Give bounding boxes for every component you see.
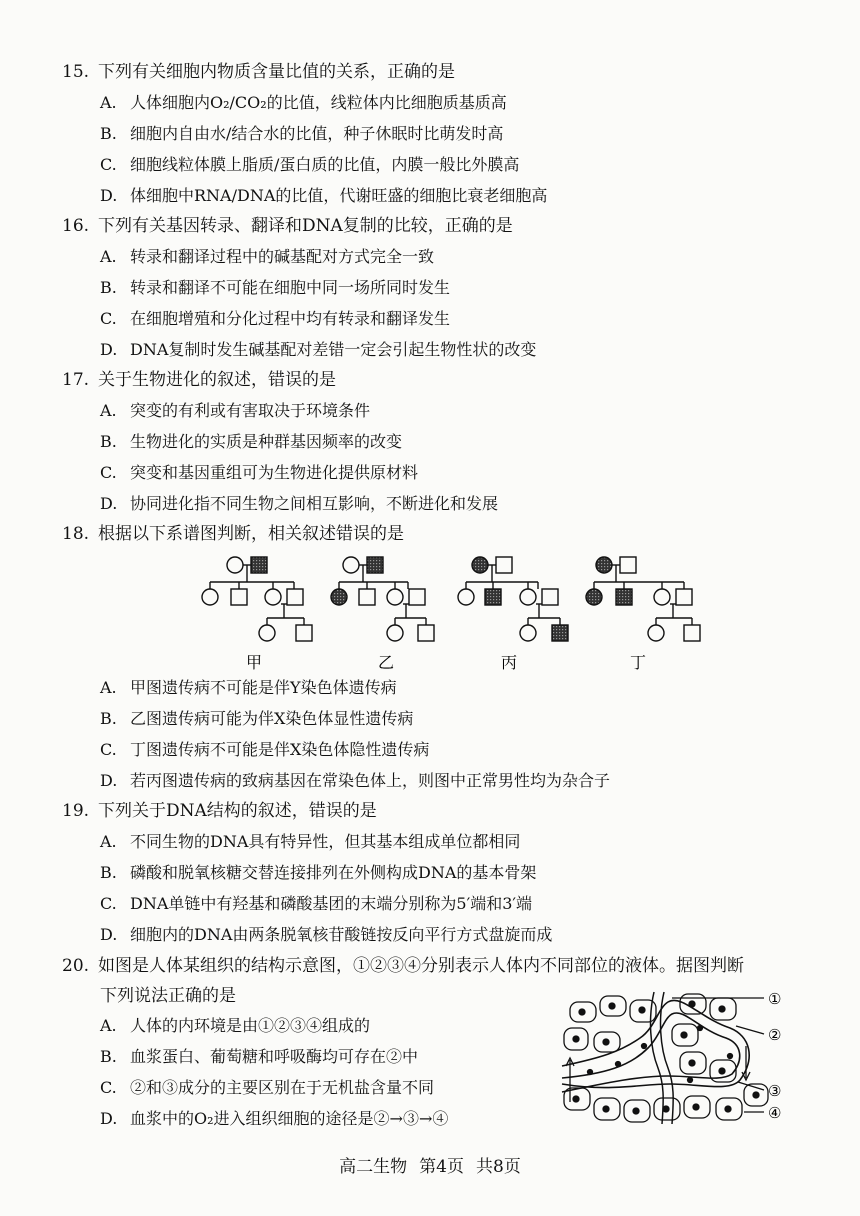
- option-16d[interactable]: D. DNA复制时发生碱基配对差错一定会引起生物性状的改变: [100, 340, 537, 359]
- pedigree-yi: [331, 557, 434, 641]
- question-stem: 根据以下系谱图判断，相关叙述错误的是: [98, 524, 404, 544]
- question-number: 18.: [62, 524, 90, 544]
- option-16c[interactable]: C. 在细胞增殖和分化过程中均有转录和翻译发生: [100, 309, 451, 328]
- option-15b[interactable]: B. 细胞内自由水/结合水的比值，种子休眠时比萌发时高: [100, 124, 504, 143]
- option-20c[interactable]: C. ②和③成分的主要区别在于无机盐含量不同: [100, 1078, 435, 1097]
- pedigree-bing: [458, 557, 568, 641]
- question-16: [62, 214, 513, 238]
- question-15: [62, 60, 455, 84]
- option-18d[interactable]: D. 若丙图遗传病的致病基因在常染色体上，则图中正常男性均为杂合子: [100, 771, 611, 790]
- option-16b[interactable]: B. 转录和翻译不可能在细胞中同一场所同时发生: [100, 278, 451, 297]
- question-stem: 下列有关基因转录、翻译和DNA复制的比较，正确的是: [98, 216, 513, 236]
- option-19d[interactable]: D. 细胞内的DNA由两条脱氧核苷酸链按反向平行方式盘旋而成: [100, 925, 553, 944]
- question-number: 20.: [62, 956, 90, 976]
- question-stem: 下列有关细胞内物质含量比值的关系，正确的是: [98, 62, 455, 82]
- tissue-diagram: [560, 988, 800, 1128]
- tissue-label-1: ①: [768, 990, 782, 1008]
- question-number: 15.: [62, 62, 90, 82]
- option-18a[interactable]: A. 甲图遗传病不可能是伴Y染色体遗传病: [100, 678, 397, 697]
- footer-page: 第4页: [419, 1157, 464, 1177]
- footer-subject: 高二生物: [339, 1157, 408, 1177]
- question-number: 17.: [62, 370, 90, 390]
- pedigree-label-yi: 乙: [377, 653, 395, 672]
- option-19c[interactable]: C. DNA单链中有羟基和磷酸基团的末端分别称为5′端和3′端: [100, 894, 533, 913]
- question-20: [62, 954, 744, 978]
- option-15d[interactable]: D. 体细胞中RNA/DNA的比值，代谢旺盛的细胞比衰老细胞高: [100, 186, 548, 205]
- option-20d[interactable]: D. 血浆中的O₂进入组织细胞的途径是②→③→④: [100, 1109, 449, 1128]
- option-19a[interactable]: A. 不同生物的DNA具有特异性，但其基本组成单位都相同: [100, 832, 521, 851]
- pedigree-ding: [586, 557, 700, 641]
- option-16a[interactable]: A. 转录和翻译过程中的碱基配对方式完全一致: [100, 247, 435, 266]
- option-19b[interactable]: B. 磷酸和脱氧核糖交替连接排列在外侧构成DNA的基本骨架: [100, 863, 537, 882]
- option-15c[interactable]: C. 细胞线粒体膜上脂质/蛋白质的比值，内膜一般比外膜高: [100, 155, 520, 174]
- option-18c[interactable]: C. 丁图遗传病不可能是伴X染色体隐性遗传病: [100, 740, 430, 759]
- tissue-label-3: ③: [768, 1082, 782, 1100]
- option-17b[interactable]: B. 生物进化的实质是种群基因频率的改变: [100, 432, 403, 451]
- question-stem: 下列关于DNA结构的叙述，错误的是: [98, 801, 377, 821]
- question-19: [62, 799, 377, 823]
- question-number: 19.: [62, 801, 90, 821]
- pedigree-label-jia: 甲: [245, 653, 263, 672]
- option-17c[interactable]: C. 突变和基因重组可为生物进化提供原材料: [100, 463, 419, 482]
- tissue-label-4: ④: [768, 1104, 782, 1122]
- option-20a[interactable]: A. 人体的内环境是由①②③④组成的: [100, 1016, 371, 1035]
- footer-total: 共8页: [476, 1157, 521, 1177]
- pedigree-label-ding: 丁: [629, 653, 647, 672]
- question-stem-continued: 下列说法正确的是: [100, 986, 236, 1006]
- question-stem: 关于生物进化的叙述，错误的是: [98, 370, 336, 390]
- question-18: [62, 522, 404, 546]
- tissue-label-2: ②: [768, 1026, 782, 1044]
- question-17: [62, 368, 336, 392]
- option-15a[interactable]: A. 人体细胞内O₂/CO₂的比值，线粒体内比细胞质基质高: [100, 93, 507, 112]
- option-20b[interactable]: B. 血浆蛋白、葡萄糖和呼吸酶均可存在②中: [100, 1047, 419, 1066]
- pedigree-figure: [190, 548, 740, 672]
- option-17d[interactable]: D. 协同进化指不同生物之间相互影响，不断进化和发展: [100, 494, 499, 513]
- option-18b[interactable]: B. 乙图遗传病可能为伴X染色体显性遗传病: [100, 709, 414, 728]
- option-17a[interactable]: A. 突变的有利或有害取决于环境条件: [100, 401, 371, 420]
- pedigree-label-bing: 丙: [500, 653, 518, 672]
- page-footer: [0, 1152, 860, 1177]
- pedigree-jia: [202, 557, 312, 641]
- question-stem: 如图是人体某组织的结构示意图，①②③④分别表示人体内不同部位的液体。据图判断: [98, 956, 744, 976]
- question-number: 16.: [62, 216, 90, 236]
